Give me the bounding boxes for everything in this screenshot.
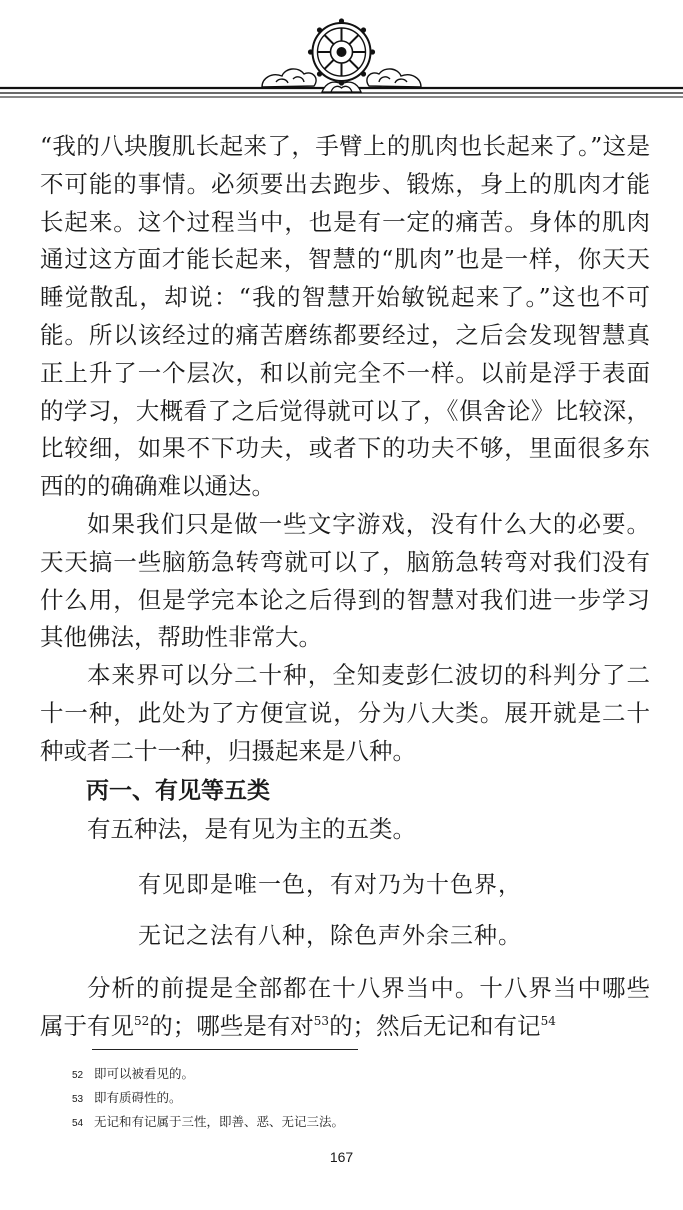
footnote-text: 即可以被看见的。 [94,1066,195,1081]
cloud-left-icon [262,69,316,87]
header-ornament [0,0,683,112]
page-number: 167 [329,1149,354,1165]
footnote-54 [72,1111,632,1135]
section-heading: 丙一、有见等五类 [86,777,270,804]
footnote-number: 52 [72,1070,84,1081]
paragraph-4 [40,970,650,1046]
body-text [40,128,650,1046]
dharma-wheel-icon [308,18,375,85]
paragraph-4-part-2: 的；哪些是有对 [149,1012,314,1041]
paragraph-1: “我的八块腹肌长起来了，手臂上的肌肉也长起来了。”这是不可能的事情。必须要出去跑步、锻炼，身上的肌肉才能长起来。这个过程当中，也是有一定的痛苦。身体的肌肉通过这方面才能长起来，智慧的“肌肉”也是一样，你天天睡觉散乱，却说：“我的智慧开始敏锐起来了。”这也不可能。所以该经过的痛苦磨练都要经过，之后会发现智慧真正上升了一个层次，和以前完全不一样。以前是浮于表面的学习，大概看了之后觉得就可以了，《俱舍论》比较深，比较细，如果不下功夫，或者下的功夫不够，里面很多东西的的确确难以通达。 [40,132,650,501]
footnotes [72,1063,632,1135]
footnote-53 [72,1087,632,1111]
cloud-right-icon [367,69,421,87]
verse [40,860,650,962]
footnote-ref-52[interactable]: 52 [134,1014,150,1029]
paragraph-3: 本来界可以分二十种，全知麦彭仁波切的科判分了二十一种，此处为了方便宣说，分为八大类。展开就是二十种或者二十一种，归摄起来是八种。 [40,661,650,765]
verse-line-1: 有见即是唯一色，有对乃为十色界， [138,872,522,899]
paragraph-4-part-3: 的；然后无记和有记 [329,1012,541,1041]
footnote-text: 无记和有记属于三性，即善、恶、无记三法。 [94,1114,345,1129]
section-intro: 有五种法，是有见为主的五类。 [87,814,416,843]
verse-line-2: 无记之法有八种，除色声外余三种。 [138,923,522,950]
footnote-text: 即有质碍性的。 [94,1090,182,1105]
footnote-ref-53[interactable]: 53 [313,1014,330,1029]
footnote-number: 54 [72,1118,84,1129]
footnote-divider [92,1049,358,1050]
footnote-52 [72,1063,632,1087]
footnote-ref-54[interactable]: 54 [540,1014,556,1029]
footnote-number: 53 [72,1094,84,1105]
paragraph-4-part-1: 分析的前提是全部都在十八界当中。十八界当中哪些属于有见 [40,974,650,1041]
paragraph-2: 如果我们只是做一些文字游戏，没有什么大的必要。天天搞一些脑筋急转弯就可以了，脑筋急转弯对我们没有什么用，但是学完本论之后得到的智慧对我们进一步学习其他佛法，帮助性非常大。 [40,509,650,652]
